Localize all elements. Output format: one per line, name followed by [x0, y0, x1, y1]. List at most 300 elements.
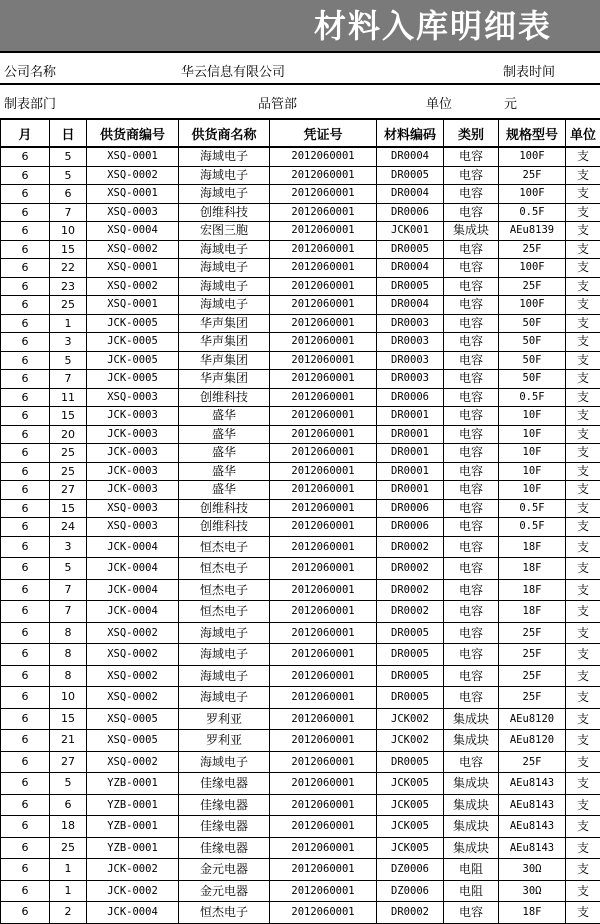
- cell-category: 电容: [444, 425, 499, 444]
- cell-supplier-id: XSQ-0002: [87, 687, 179, 709]
- cell-supplier-name: 海域电子: [179, 185, 270, 204]
- cell-category: 电容: [444, 259, 499, 278]
- cell-category: 集成块: [444, 794, 499, 816]
- cell-month: 6: [1, 351, 50, 370]
- cell-spec: 25F: [499, 622, 566, 644]
- cell-spec: 50F: [499, 314, 566, 333]
- cell-category: 集成块: [444, 773, 499, 795]
- unit-label: 单位: [426, 93, 452, 112]
- cell-voucher: 2012060001: [270, 240, 377, 259]
- cell-material-code: DR0006: [377, 518, 444, 537]
- cell-spec: 18F: [499, 902, 566, 924]
- cell-spec: 18F: [499, 536, 566, 558]
- cell-unit: 支: [566, 622, 600, 644]
- cell-supplier-name: 盛华: [179, 481, 270, 500]
- cell-day: 18: [50, 816, 87, 838]
- cell-category: 集成块: [444, 837, 499, 859]
- table-row: [1, 166, 600, 185]
- cell-material-code: DR0001: [377, 425, 444, 444]
- cell-category: 电容: [444, 462, 499, 481]
- company-info-row: [0, 53, 600, 85]
- cell-category: 电容: [444, 333, 499, 352]
- cell-supplier-name: 金元电器: [179, 880, 270, 902]
- cell-day: 25: [50, 444, 87, 463]
- cell-unit: 支: [566, 481, 600, 500]
- cell-month: 6: [1, 794, 50, 816]
- title-bar: [0, 0, 600, 53]
- cell-spec: 25F: [499, 240, 566, 259]
- table-row: [1, 558, 600, 580]
- cell-supplier-name: 佳缘电器: [179, 773, 270, 795]
- cell-voucher: 2012060001: [270, 462, 377, 481]
- cell-material-code: DR0001: [377, 462, 444, 481]
- cell-day: 1: [50, 859, 87, 881]
- cell-voucher: 2012060001: [270, 314, 377, 333]
- cell-spec: 0.5F: [499, 203, 566, 222]
- cell-month: 6: [1, 277, 50, 296]
- table-row: [1, 314, 600, 333]
- cell-material-code: DR0005: [377, 277, 444, 296]
- cell-month: 6: [1, 462, 50, 481]
- cell-spec: 100F: [499, 147, 566, 166]
- cell-month: 6: [1, 622, 50, 644]
- cell-day: 15: [50, 708, 87, 730]
- col-header-unit: 单位: [566, 119, 600, 147]
- cell-material-code: JCK005: [377, 837, 444, 859]
- cell-supplier-id: XSQ-0005: [87, 730, 179, 752]
- cell-category: 电容: [444, 407, 499, 426]
- cell-voucher: 2012060001: [270, 481, 377, 500]
- cell-material-code: DR0006: [377, 203, 444, 222]
- cell-category: 电容: [444, 166, 499, 185]
- cell-day: 15: [50, 499, 87, 518]
- cell-supplier-name: 创维科技: [179, 518, 270, 537]
- cell-category: 电容: [444, 240, 499, 259]
- cell-month: 6: [1, 859, 50, 881]
- cell-spec: 50F: [499, 351, 566, 370]
- cell-supplier-id: XSQ-0003: [87, 499, 179, 518]
- cell-category: 电容: [444, 314, 499, 333]
- table-row: [1, 816, 600, 838]
- cell-month: 6: [1, 708, 50, 730]
- table-header-row: [1, 119, 600, 147]
- cell-spec: 0.5F: [499, 388, 566, 407]
- table-row: [1, 222, 600, 241]
- cell-voucher: 2012060001: [270, 185, 377, 204]
- cell-spec: AEu8139: [499, 222, 566, 241]
- cell-month: 6: [1, 902, 50, 924]
- cell-supplier-id: JCK-0003: [87, 481, 179, 500]
- cell-category: 电容: [444, 444, 499, 463]
- cell-material-code: DR0001: [377, 481, 444, 500]
- cell-voucher: 2012060001: [270, 259, 377, 278]
- department-info-row: [0, 85, 600, 115]
- cell-supplier-id: XSQ-0001: [87, 259, 179, 278]
- cell-supplier-id: JCK-0005: [87, 370, 179, 389]
- cell-voucher: 2012060001: [270, 773, 377, 795]
- cell-unit: 支: [566, 708, 600, 730]
- cell-month: 6: [1, 166, 50, 185]
- cell-supplier-name: 创维科技: [179, 499, 270, 518]
- cell-material-code: DR0004: [377, 259, 444, 278]
- cell-unit: 支: [566, 314, 600, 333]
- cell-material-code: DR0004: [377, 296, 444, 315]
- cell-material-code: JCK002: [377, 708, 444, 730]
- cell-category: 电容: [444, 296, 499, 315]
- cell-material-code: DR0002: [377, 902, 444, 924]
- cell-supplier-id: JCK-0005: [87, 333, 179, 352]
- cell-voucher: 2012060001: [270, 816, 377, 838]
- department-name: 品管部: [258, 93, 297, 112]
- table-row: [1, 859, 600, 881]
- table-row: [1, 296, 600, 315]
- cell-month: 6: [1, 333, 50, 352]
- cell-spec: 25F: [499, 665, 566, 687]
- cell-day: 3: [50, 333, 87, 352]
- cell-unit: 支: [566, 166, 600, 185]
- cell-month: 6: [1, 259, 50, 278]
- cell-category: 电容: [444, 601, 499, 623]
- cell-voucher: 2012060001: [270, 687, 377, 709]
- cell-material-code: DR0005: [377, 665, 444, 687]
- cell-spec: 10F: [499, 481, 566, 500]
- table-row: [1, 277, 600, 296]
- cell-category: 集成块: [444, 708, 499, 730]
- cell-unit: 支: [566, 407, 600, 426]
- table-row: [1, 751, 600, 773]
- cell-supplier-id: JCK-0004: [87, 536, 179, 558]
- cell-spec: 10F: [499, 444, 566, 463]
- cell-unit: 支: [566, 730, 600, 752]
- cell-unit: 支: [566, 859, 600, 881]
- cell-month: 6: [1, 665, 50, 687]
- cell-material-code: DR0001: [377, 444, 444, 463]
- cell-month: 6: [1, 444, 50, 463]
- cell-month: 6: [1, 425, 50, 444]
- cell-category: 集成块: [444, 730, 499, 752]
- cell-supplier-name: 恒杰电子: [179, 902, 270, 924]
- cell-unit: 支: [566, 665, 600, 687]
- cell-supplier-name: 盛华: [179, 444, 270, 463]
- cell-day: 27: [50, 751, 87, 773]
- cell-unit: 支: [566, 462, 600, 481]
- cell-month: 6: [1, 816, 50, 838]
- cell-month: 6: [1, 499, 50, 518]
- cell-category: 电容: [444, 185, 499, 204]
- table-row: [1, 518, 600, 537]
- cell-material-code: DR0003: [377, 314, 444, 333]
- cell-supplier-id: XSQ-0001: [87, 147, 179, 166]
- cell-category: 电容: [444, 370, 499, 389]
- cell-supplier-id: JCK-0004: [87, 579, 179, 601]
- cell-supplier-id: XSQ-0002: [87, 622, 179, 644]
- cell-voucher: 2012060001: [270, 425, 377, 444]
- cell-unit: 支: [566, 296, 600, 315]
- cell-day: 27: [50, 481, 87, 500]
- table-body: [1, 147, 600, 923]
- cell-spec: 10F: [499, 462, 566, 481]
- cell-material-code: JCK002: [377, 730, 444, 752]
- table-row: [1, 536, 600, 558]
- cell-month: 6: [1, 730, 50, 752]
- cell-category: 电容: [444, 481, 499, 500]
- cell-supplier-id: XSQ-0001: [87, 185, 179, 204]
- cell-month: 6: [1, 407, 50, 426]
- cell-category: 电容: [444, 388, 499, 407]
- cell-spec: 0.5F: [499, 518, 566, 537]
- cell-supplier-id: XSQ-0004: [87, 222, 179, 241]
- cell-day: 2: [50, 902, 87, 924]
- cell-month: 6: [1, 518, 50, 537]
- cell-unit: 支: [566, 185, 600, 204]
- cell-supplier-name: 创维科技: [179, 203, 270, 222]
- table-row: [1, 902, 600, 924]
- cell-category: 集成块: [444, 222, 499, 241]
- cell-day: 25: [50, 837, 87, 859]
- cell-spec: 10F: [499, 425, 566, 444]
- company-label: 公司名称: [4, 61, 56, 80]
- cell-material-code: DR0002: [377, 579, 444, 601]
- cell-supplier-name: 海域电子: [179, 296, 270, 315]
- cell-category: 电容: [444, 518, 499, 537]
- cell-supplier-name: 海域电子: [179, 147, 270, 166]
- cell-unit: 支: [566, 816, 600, 838]
- cell-day: 10: [50, 222, 87, 241]
- department-label: 制表部门: [4, 93, 56, 112]
- table-row: [1, 665, 600, 687]
- cell-supplier-id: XSQ-0002: [87, 277, 179, 296]
- cell-supplier-name: 海域电子: [179, 622, 270, 644]
- cell-material-code: JCK005: [377, 816, 444, 838]
- cell-material-code: DZ0006: [377, 880, 444, 902]
- table-row: [1, 601, 600, 623]
- cell-supplier-name: 华声集团: [179, 351, 270, 370]
- cell-day: 7: [50, 370, 87, 389]
- cell-supplier-name: 海域电子: [179, 240, 270, 259]
- cell-supplier-id: XSQ-0001: [87, 296, 179, 315]
- cell-voucher: 2012060001: [270, 558, 377, 580]
- cell-supplier-id: XSQ-0002: [87, 665, 179, 687]
- table-row: [1, 794, 600, 816]
- table-row: [1, 240, 600, 259]
- cell-day: 7: [50, 601, 87, 623]
- cell-category: 集成块: [444, 816, 499, 838]
- table-row: [1, 880, 600, 902]
- cell-day: 24: [50, 518, 87, 537]
- cell-supplier-name: 盛华: [179, 425, 270, 444]
- table-row: [1, 388, 600, 407]
- cell-material-code: DR0002: [377, 558, 444, 580]
- cell-month: 6: [1, 601, 50, 623]
- cell-spec: 25F: [499, 277, 566, 296]
- cell-supplier-id: YZB-0001: [87, 773, 179, 795]
- cell-day: 20: [50, 425, 87, 444]
- cell-supplier-name: 罗利亚: [179, 730, 270, 752]
- cell-material-code: DR0004: [377, 147, 444, 166]
- page-title: 材料入库明细表: [314, 6, 552, 46]
- cell-month: 6: [1, 687, 50, 709]
- cell-month: 6: [1, 644, 50, 666]
- cell-spec: 0.5F: [499, 499, 566, 518]
- cell-supplier-name: 华声集团: [179, 314, 270, 333]
- cell-supplier-name: 盛华: [179, 407, 270, 426]
- cell-material-code: DR0005: [377, 644, 444, 666]
- cell-day: 15: [50, 240, 87, 259]
- cell-voucher: 2012060001: [270, 407, 377, 426]
- table-row: [1, 579, 600, 601]
- cell-supplier-id: YZB-0001: [87, 816, 179, 838]
- cell-supplier-id: JCK-0003: [87, 425, 179, 444]
- cell-voucher: 2012060001: [270, 880, 377, 902]
- cell-supplier-id: XSQ-0002: [87, 166, 179, 185]
- cell-category: 电容: [444, 536, 499, 558]
- company-name: 华云信息有限公司: [181, 61, 285, 80]
- cell-spec: 10F: [499, 407, 566, 426]
- cell-day: 5: [50, 558, 87, 580]
- cell-spec: 18F: [499, 601, 566, 623]
- cell-voucher: 2012060001: [270, 351, 377, 370]
- cell-voucher: 2012060001: [270, 147, 377, 166]
- cell-material-code: JCK005: [377, 773, 444, 795]
- cell-unit: 支: [566, 773, 600, 795]
- cell-supplier-id: XSQ-0002: [87, 240, 179, 259]
- cell-day: 11: [50, 388, 87, 407]
- cell-voucher: 2012060001: [270, 708, 377, 730]
- cell-spec: AEu8120: [499, 730, 566, 752]
- cell-unit: 支: [566, 558, 600, 580]
- cell-unit: 支: [566, 351, 600, 370]
- col-header-category: 类别: [444, 119, 499, 147]
- cell-category: 电容: [444, 558, 499, 580]
- cell-unit: 支: [566, 499, 600, 518]
- cell-spec: 30Ω: [499, 880, 566, 902]
- table-row: [1, 499, 600, 518]
- cell-voucher: 2012060001: [270, 730, 377, 752]
- cell-month: 6: [1, 558, 50, 580]
- cell-spec: 25F: [499, 166, 566, 185]
- time-label: 制表时间: [503, 61, 555, 80]
- table-row: [1, 203, 600, 222]
- cell-voucher: 2012060001: [270, 601, 377, 623]
- cell-category: 电容: [444, 687, 499, 709]
- cell-unit: 支: [566, 902, 600, 924]
- cell-unit: 支: [566, 536, 600, 558]
- cell-day: 6: [50, 185, 87, 204]
- cell-supplier-id: XSQ-0003: [87, 388, 179, 407]
- cell-spec: 18F: [499, 558, 566, 580]
- cell-category: 电容: [444, 622, 499, 644]
- cell-spec: 50F: [499, 370, 566, 389]
- cell-category: 电容: [444, 351, 499, 370]
- table-row: [1, 622, 600, 644]
- cell-spec: AEu8143: [499, 773, 566, 795]
- cell-supplier-name: 海域电子: [179, 166, 270, 185]
- cell-supplier-name: 海域电子: [179, 259, 270, 278]
- cell-month: 6: [1, 240, 50, 259]
- table-row: [1, 644, 600, 666]
- col-header-supplier-id: 供货商编号: [87, 119, 179, 147]
- cell-month: 6: [1, 481, 50, 500]
- cell-supplier-id: JCK-0002: [87, 859, 179, 881]
- cell-unit: 支: [566, 644, 600, 666]
- cell-material-code: DR0005: [377, 751, 444, 773]
- cell-day: 21: [50, 730, 87, 752]
- cell-spec: AEu8143: [499, 837, 566, 859]
- cell-voucher: 2012060001: [270, 333, 377, 352]
- cell-unit: 支: [566, 880, 600, 902]
- cell-spec: 100F: [499, 259, 566, 278]
- cell-voucher: 2012060001: [270, 499, 377, 518]
- cell-spec: 30Ω: [499, 859, 566, 881]
- cell-voucher: 2012060001: [270, 536, 377, 558]
- cell-spec: AEu8120: [499, 708, 566, 730]
- cell-supplier-name: 恒杰电子: [179, 601, 270, 623]
- cell-supplier-name: 盛华: [179, 462, 270, 481]
- col-header-spec: 规格型号: [499, 119, 566, 147]
- cell-voucher: 2012060001: [270, 665, 377, 687]
- cell-unit: 支: [566, 259, 600, 278]
- cell-voucher: 2012060001: [270, 902, 377, 924]
- cell-day: 5: [50, 351, 87, 370]
- cell-supplier-name: 佳缘电器: [179, 837, 270, 859]
- cell-supplier-id: XSQ-0002: [87, 644, 179, 666]
- cell-material-code: DR0005: [377, 622, 444, 644]
- cell-day: 25: [50, 296, 87, 315]
- cell-spec: 25F: [499, 687, 566, 709]
- cell-voucher: 2012060001: [270, 296, 377, 315]
- cell-material-code: DZ0006: [377, 859, 444, 881]
- table-row: [1, 708, 600, 730]
- cell-supplier-name: 恒杰电子: [179, 536, 270, 558]
- table-row: [1, 773, 600, 795]
- cell-supplier-name: 华声集团: [179, 333, 270, 352]
- cell-month: 6: [1, 147, 50, 166]
- table-row: [1, 425, 600, 444]
- cell-supplier-name: 海域电子: [179, 751, 270, 773]
- cell-month: 6: [1, 222, 50, 241]
- cell-spec: 25F: [499, 644, 566, 666]
- cell-day: 7: [50, 579, 87, 601]
- cell-day: 10: [50, 687, 87, 709]
- table-row: [1, 462, 600, 481]
- cell-spec: 100F: [499, 185, 566, 204]
- table-row: [1, 730, 600, 752]
- cell-day: 8: [50, 644, 87, 666]
- cell-supplier-name: 恒杰电子: [179, 579, 270, 601]
- cell-unit: 支: [566, 579, 600, 601]
- cell-supplier-name: 宏图三胞: [179, 222, 270, 241]
- cell-unit: 支: [566, 751, 600, 773]
- table-row: [1, 351, 600, 370]
- unit-value: 元: [504, 93, 517, 112]
- cell-month: 6: [1, 203, 50, 222]
- table-row: [1, 147, 600, 166]
- cell-day: 5: [50, 147, 87, 166]
- cell-supplier-id: JCK-0003: [87, 462, 179, 481]
- cell-voucher: 2012060001: [270, 222, 377, 241]
- cell-category: 电阻: [444, 880, 499, 902]
- cell-material-code: DR0002: [377, 601, 444, 623]
- cell-voucher: 2012060001: [270, 859, 377, 881]
- cell-supplier-name: 佳缘电器: [179, 794, 270, 816]
- cell-unit: 支: [566, 277, 600, 296]
- cell-unit: 支: [566, 518, 600, 537]
- cell-supplier-id: JCK-0004: [87, 558, 179, 580]
- cell-day: 23: [50, 277, 87, 296]
- cell-unit: 支: [566, 370, 600, 389]
- cell-voucher: 2012060001: [270, 622, 377, 644]
- cell-voucher: 2012060001: [270, 203, 377, 222]
